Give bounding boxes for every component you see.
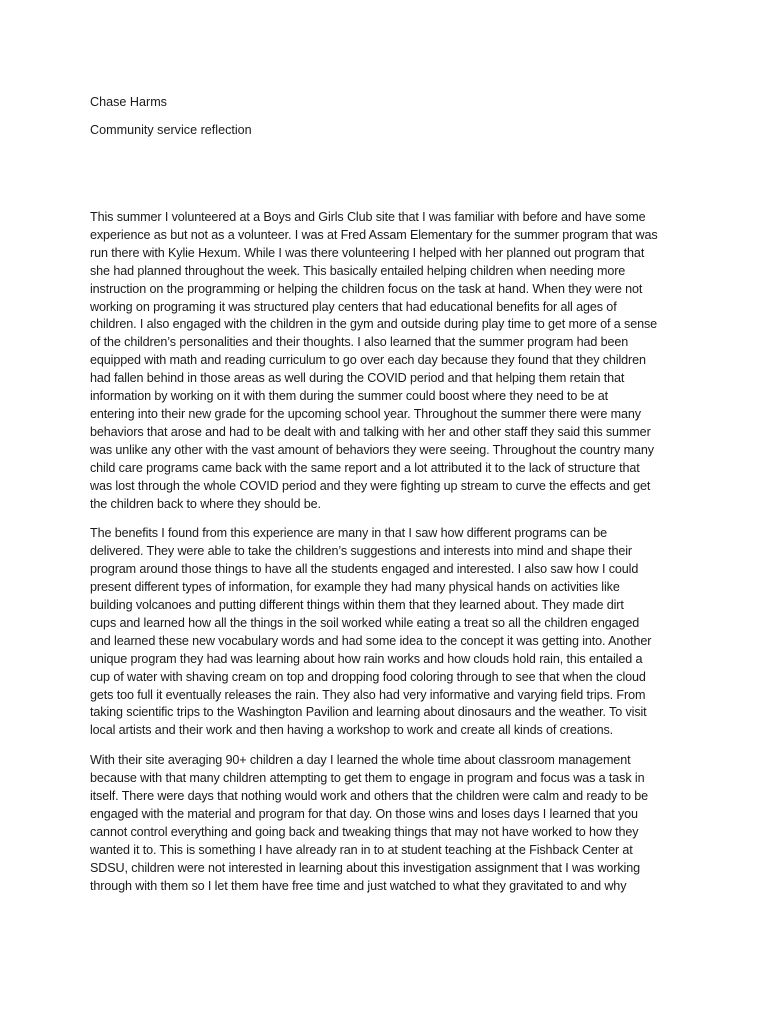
text-line: she had planned throughout the week. This basically entailed helping children when needing more xyxy=(90,263,626,278)
text-line: present different types of information, for example they had many physical hands on activities like xyxy=(90,580,620,595)
text-line: had fallen behind in those areas as well during the COVID period and that helping them retain that xyxy=(90,371,625,386)
text-line: cups and learned how all the things in the soil worked while eating a treat so all the children engaged xyxy=(90,615,640,630)
text-line: With their site averaging 90+ children a day I learned the whole time about classroom management xyxy=(90,753,631,768)
text-line: itself. There were days that nothing would work and others that the children were calm and ready to be xyxy=(90,789,649,804)
text-line: This summer I volunteered at a Boys and Girls Club site that I was familiar with before and have some xyxy=(90,210,646,224)
text-line: working on programing it was structured play centers that had educational benefits for all ages of xyxy=(90,299,617,314)
text-line: was lost through the whole COVID period and they were fighting up stream to curve the effects and get xyxy=(90,478,651,493)
text-line: was unlike any other with the vast amount of behaviors they were seeing. Throughout the country many xyxy=(90,442,654,457)
author-name: Chase Harms xyxy=(90,95,167,109)
text-line: run there with Kylie Hexum. While I was there volunteering I helped with her planned out program that xyxy=(90,245,645,260)
text-line: entering into their new grade for the upcoming school year. Throughout the summer there were many xyxy=(90,406,641,421)
text-line: wanted it to. This is something I have already ran in to at student teaching at the Fishback Center at xyxy=(90,842,633,857)
text-line: through with them so I let them have free time and just watched to what they gravitated to and why xyxy=(90,878,627,893)
text-line: because with that many children attempting to get them to engage in program and focus was a task in xyxy=(90,771,645,786)
text-line: gets too full it eventually releases the rain. They also had very informative and varying field trips. From xyxy=(90,687,646,702)
paragraph-1 xyxy=(90,209,680,513)
document-body xyxy=(90,209,680,908)
text-line: The benefits I found from this experience are many in that I saw how different programs can be xyxy=(90,526,608,541)
text-line: behaviors that arose and had to be dealt with and talking with her and other staff they said this summer xyxy=(90,424,651,439)
text-line: equipped with math and reading curriculum to go over each day because they found that they children xyxy=(90,353,646,368)
text-line: children. I also engaged with the children in the gym and outside during play time to get more of a sense xyxy=(90,317,658,332)
text-line: taking scientific trips to the Washington Pavilion and learning about dinosaurs and the weather. To visit xyxy=(90,705,647,720)
paragraph-2 xyxy=(90,525,680,740)
text-line: instruction on the programming or helping the children focus on the task at hand. When they were not xyxy=(90,281,643,296)
text-line: information by working on it with them during the summer could boost where they need to be at xyxy=(90,389,609,404)
text-line: SDSU, children were not interested in learning about this investigation assignment that I was working xyxy=(90,860,640,875)
text-line: program around those things to have all the students engaged and interested. I also saw how I could xyxy=(90,562,639,577)
text-line: and learned these new vocabulary words and had some idea to the concept it was getting into. Another xyxy=(90,633,652,648)
text-line: child care programs came back with the same report and a lot attributed it to the lack of structure that xyxy=(90,460,640,475)
text-line: local artists and their work and then having a workshop to work and create all kinds of creations. xyxy=(90,723,614,738)
text-line: the children back to where they should be. xyxy=(90,496,321,511)
text-line: experience as but not as a volunteer. I was at Fred Assam Elementary for the summer program that was xyxy=(90,227,658,242)
text-line: cannot control everything and going back and tweaking things that may not have worked to how they xyxy=(90,824,639,839)
text-line: delivered. They were able to take the children’s suggestions and interests into mind and shape their xyxy=(90,544,632,559)
text-line: cup of water with shaving cream on top and dropping food coloring through to see that when the cloud xyxy=(90,669,646,684)
document-title: Community service reflection xyxy=(90,123,252,137)
text-line: engaged with the material and program for that day. On those wins and loses days I learned that you xyxy=(90,807,638,821)
text-line: unique program they had was learning about how rain works and how clouds hold rain, this entailed a xyxy=(90,651,643,666)
text-line: of the children’s personalities and their thoughts. I also learned that the summer program had been xyxy=(90,335,629,350)
text-line: building volcanoes and putting different things within them that they learned about. They made dirt xyxy=(90,598,624,613)
paragraph-3 xyxy=(90,752,680,895)
